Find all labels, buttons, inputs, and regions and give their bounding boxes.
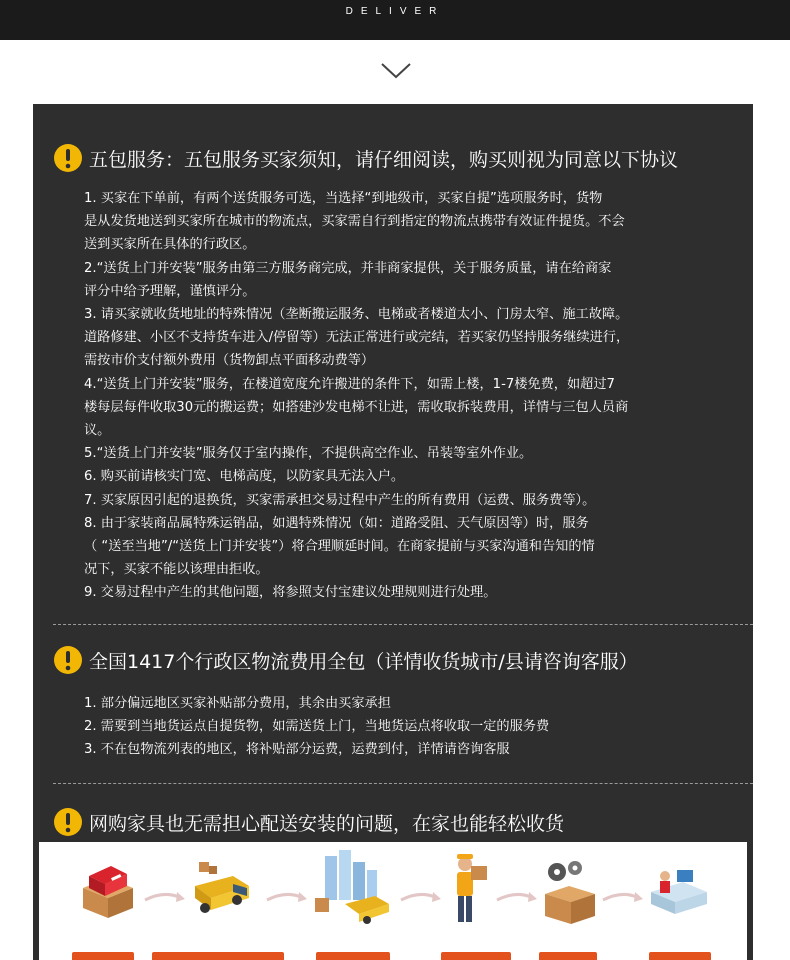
package-icon bbox=[75, 858, 141, 920]
arrow-icon bbox=[265, 888, 309, 906]
arrow-icon bbox=[601, 888, 645, 906]
courier-icon bbox=[447, 852, 491, 932]
list-item: 3. 请买家就收货地址的特殊情况（垄断搬运服务、电梯或者楼道太小、门房太窄、施工故障。 bbox=[84, 307, 629, 323]
list-item: （ “送至当地”/“送货上门并安装”）将合理顺延时间。在商家提前与买家沟通和告知的情 bbox=[84, 539, 595, 555]
delivery-process-strip bbox=[39, 842, 747, 960]
list-item: 评分中给予理解，谨慎评分。 bbox=[84, 283, 256, 299]
step-label-button bbox=[72, 952, 134, 960]
warning-icon bbox=[53, 143, 83, 173]
city-transfer-icon bbox=[311, 850, 395, 924]
delivery-truck-icon bbox=[189, 858, 263, 920]
top-banner bbox=[0, 0, 790, 40]
home-receive-icon bbox=[647, 862, 711, 922]
dashed-divider bbox=[53, 624, 753, 625]
section-heading bbox=[53, 142, 753, 174]
arrow-icon bbox=[143, 888, 187, 906]
section-title: 五包服务：五包服务买家须知，请仔细阅读，购买则视为同意以下协议 bbox=[89, 148, 679, 171]
section-title: 网购家具也无需担心配送安装的问题，在家也能轻松收货 bbox=[89, 812, 565, 835]
logistics-list bbox=[84, 692, 724, 762]
list-item: 9. 交易过程中产生的其他问题，将参照支付宝建议处理规则进行处理。 bbox=[84, 585, 497, 601]
section-title: 全国1417个行政区物流费用全包（详情收货城市/县请咨询客服） bbox=[89, 650, 638, 673]
section-heading bbox=[53, 644, 753, 676]
list-item: 1. 买家在下单前，有两个送货服务可选，当选择“到地级市，买家自提”选项服务时，货物 bbox=[84, 191, 603, 206]
installation-icon bbox=[539, 858, 601, 928]
list-item: 2. 需要到当地货运点自提货物，如需送货上门，当地货运点将收取一定的服务费 bbox=[84, 719, 550, 735]
list-item: 况下，买家不能以该理由拒收。 bbox=[84, 562, 269, 578]
list-item: 2.“送货上门并安装”服务由第三方服务商完成，并非商家提供，关于服务质量，请在给商家 bbox=[84, 260, 612, 276]
notice-panel bbox=[33, 104, 753, 960]
notice-list bbox=[84, 187, 724, 605]
step-label-button bbox=[441, 952, 511, 960]
list-item: 楼每层每件收取30元的搬运费；如搭建沙发电梯不让进，需收取拆装费用，详情与三包人员商 bbox=[84, 399, 629, 415]
list-item: 是从发货地送到买家所在城市的物流点，买家需自行到指定的物流点携带有效证件提货。不会 bbox=[84, 214, 625, 230]
section-heading bbox=[53, 806, 753, 838]
list-item: 需按市价支付额外费用（货物卸点平面移动费等） bbox=[84, 353, 375, 369]
warning-icon bbox=[53, 807, 83, 837]
list-item: 5.“送货上门并安装”服务仅于室内操作，不提供高空作业、吊装等室外作业。 bbox=[84, 446, 533, 462]
dashed-divider bbox=[53, 783, 753, 784]
warning-icon bbox=[53, 645, 83, 675]
list-item: 3. 不在包物流列表的地区，将补贴部分运费，运费到付，详情请咨询客服 bbox=[84, 742, 510, 758]
step-label-button bbox=[316, 952, 390, 960]
list-item: 道路修建、小区不支持货车进入/停留等）无法正常进行或完结，若买家仍坚持服务继续进行， bbox=[84, 330, 630, 346]
step-label-button bbox=[152, 952, 284, 960]
list-item: 6. 购买前请核实门宽、电梯高度，以防家具无法入户。 bbox=[84, 469, 405, 485]
list-item: 1. 部分偏远地区买家补贴部分费用，其余由买家承担 bbox=[84, 696, 391, 711]
list-item: 议。 bbox=[84, 423, 111, 439]
arrow-icon bbox=[495, 888, 539, 906]
list-item: 8. 由于家装商品属特殊运销品，如遇特殊情况（如：道路受阻、天气原因等）时，服务 bbox=[84, 515, 589, 531]
arrow-icon bbox=[399, 888, 443, 906]
list-item: 4.“送货上门并安装”服务，在楼道宽度允许搬进的条件下，如需上楼，1-7楼免费，如超过7 bbox=[84, 376, 615, 392]
step-label-button bbox=[539, 952, 597, 960]
list-item: 7. 买家原因引起的退换货，买家需承担交易过程中产生的所有费用（运费、服务费等）。 bbox=[84, 492, 596, 508]
list-item: 送到买家所在具体的行政区。 bbox=[84, 237, 256, 253]
step-label-button bbox=[649, 952, 711, 960]
chevron-down-icon bbox=[380, 62, 412, 80]
banner-title: DELIVER bbox=[345, 6, 445, 17]
